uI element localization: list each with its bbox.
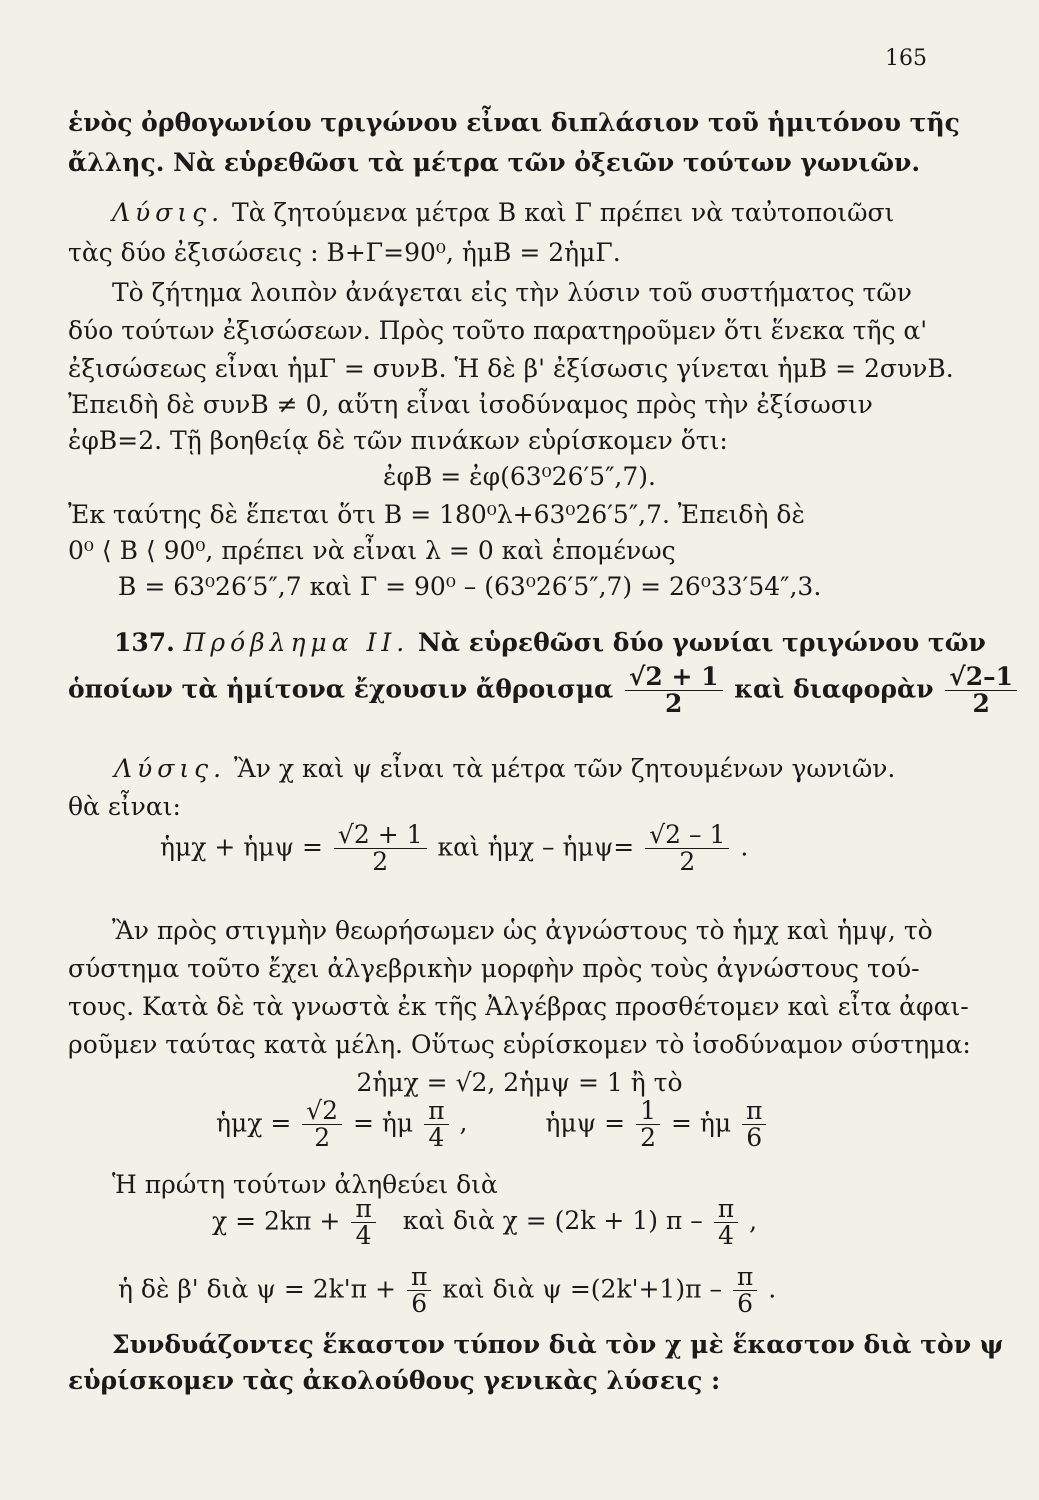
text: Ἂν χ καὶ ψ εἶναι τὰ μέτρα τῶν ζητουμένων γωνιῶν. xyxy=(234,754,896,783)
fraction xyxy=(407,1264,431,1318)
fraction xyxy=(945,664,1017,718)
solution1-equation: ἐφΒ = ἐφ(63⁰26′5″,7). xyxy=(383,462,656,491)
numerator: π xyxy=(407,1264,431,1291)
numerator: √2 + 1 xyxy=(334,822,427,849)
numerator: √2 + 1 xyxy=(625,664,723,691)
fraction xyxy=(645,822,729,876)
fraction xyxy=(302,1098,342,1152)
solution1-line-9: Ἐκ ταύτης δὲ ἕπεται ὅτι Β = 180⁰λ+63⁰26′5″,7. Ἐπειδὴ δὲ xyxy=(68,500,805,529)
fraction xyxy=(714,1196,738,1250)
denominator: 2 xyxy=(665,689,683,719)
solution1-line-11: Β = 63⁰26′5″,7 καὶ Γ = 90⁰ – (63⁰26′5″,7) = 26⁰33′54″,3. xyxy=(118,572,822,601)
fraction xyxy=(625,664,723,718)
text: . xyxy=(768,1274,777,1304)
denominator: 4 xyxy=(718,1221,734,1251)
paragraph-line-2: σύστημα τοῦτο ἔχει ἀλγεβρικὴν μορφὴν πρὸς τοὺς ἀγνώστους τού- xyxy=(68,954,920,983)
heading-line-2: ἄλλης. Νὰ εὑρεθῶσι τὰ μέτρα τῶν ὀξειῶν τούτων γωνιῶν. xyxy=(68,148,921,177)
numerator: √2 – 1 xyxy=(645,822,729,849)
heading-line-1: ἑνὸς ὀρθογωνίου τριγώνου εἶναι διπλάσιον τοῦ ἡμιτόνου τῆς xyxy=(68,108,960,137)
denominator: 2 xyxy=(372,847,389,877)
text: , xyxy=(459,1108,468,1138)
denominator: 6 xyxy=(746,1123,763,1153)
equation-y-solutions xyxy=(118,1264,776,1318)
numerator: π xyxy=(351,1196,375,1223)
equation-system-3 xyxy=(216,1098,769,1152)
fraction xyxy=(334,822,427,876)
numerator: √2–1 xyxy=(945,664,1017,691)
equation-system-2: 2ἡμχ = √2, 2ἡμψ = 1 ἢ τὸ xyxy=(356,1068,683,1097)
solution-label: Λύσις. xyxy=(114,754,227,783)
text: Τὰ ζητούμενα μέτρα Β καὶ Γ πρέπει νὰ ταὐτοποιῶσι xyxy=(232,198,895,227)
text: , xyxy=(749,1206,758,1236)
numerator: 1 xyxy=(636,1098,660,1125)
denominator: 2 xyxy=(972,689,990,719)
text: χ = 2kπ + xyxy=(212,1206,341,1236)
problem-label: Πρόβλημα ΙΙ. xyxy=(183,628,410,657)
solution1-line-5: ἐξισώσεως εἶναι ἡμΓ = συνΒ. Ἡ δὲ β' ἐξίσωσις γίνεται ἡμΒ = 2συνΒ. xyxy=(68,354,954,383)
solution1-line-7: ἐφΒ=2. Τῇ βοηθείᾳ δὲ τῶν πινάκων εὑρίσκομεν ὅτι: xyxy=(68,426,728,455)
text: . xyxy=(740,832,749,862)
text: Νὰ εὑρεθῶσι δύο γωνίαι τριγώνου τῶν xyxy=(417,628,986,657)
denominator: 6 xyxy=(737,1289,754,1319)
text: καὶ ἡμχ – ἡμψ= xyxy=(437,832,635,862)
problem-number: 137. xyxy=(114,628,175,657)
text: ὁποίων τὰ ἡμίτονα ἔχουσιν ἄθροισμα xyxy=(68,674,614,704)
numerator: √2 xyxy=(302,1098,342,1125)
text: = ἡμ xyxy=(670,1108,732,1138)
text: καὶ διὰ ψ =(2k'+1)π – xyxy=(442,1274,722,1304)
fraction xyxy=(351,1196,375,1250)
equation-x-solutions xyxy=(212,1196,757,1250)
conclusion-line-1: Συνδυάζοντες ἕκαστον τύπον διὰ τὸν χ μὲ ἕκαστον διὰ τὸν ψ xyxy=(112,1330,1004,1359)
problem-137-line-2 xyxy=(68,662,1014,719)
text: καὶ διαφορὰν xyxy=(734,674,934,704)
text: ἡμχ = xyxy=(216,1108,292,1138)
numerator: π xyxy=(742,1098,766,1125)
solution1-line-1 xyxy=(112,196,931,230)
solution1-line-2: τὰς δύο ἐξισώσεις : Β+Γ=90⁰, ἡμΒ = 2ἡμΓ. xyxy=(68,238,621,267)
page-number: 165 xyxy=(885,46,927,71)
text: = ἡμ xyxy=(353,1108,414,1138)
paragraph-line-4: ροῦμεν ταύτας κατὰ μέλη. Οὕτως εὑρίσκομεν τὸ ἰσοδύναμον σύστημα: xyxy=(68,1030,971,1059)
solution-label: Λύσις. xyxy=(112,198,225,227)
numerator: π xyxy=(424,1098,448,1125)
solution2-first-line: Ἡ πρώτη τούτων ἀληθεύει διὰ xyxy=(112,1170,498,1199)
denominator: 4 xyxy=(355,1221,372,1251)
fraction xyxy=(424,1098,448,1152)
problem-137-line-1 xyxy=(114,626,986,660)
denominator: 4 xyxy=(428,1123,445,1153)
solution1-line-4: δύο τούτων ἐξισώσεων. Πρὸς τοῦτο παρατηροῦμεν ὅτι ἕνεκα τῆς α' xyxy=(68,316,928,345)
text: ἡμψ = xyxy=(545,1108,626,1138)
text: καὶ διὰ χ = (2k + 1) π – xyxy=(402,1206,703,1236)
denominator: 2 xyxy=(314,1123,331,1153)
denominator: 2 xyxy=(679,847,696,877)
fraction xyxy=(636,1098,660,1152)
solution2-line-1 xyxy=(114,752,931,786)
solution2-line-2: θὰ εἶναι: xyxy=(68,792,181,821)
text: ἡμχ + ἡμψ = xyxy=(160,832,323,862)
paragraph-line-3: τους. Κατὰ δὲ τὰ γνωστὰ ἐκ τῆς Ἀλγέβρας προσθέτομεν καὶ εἶτα ἀφαι- xyxy=(68,992,969,1021)
solution1-line-10: 0⁰ ⟨ Β ⟨ 90⁰, πρέπει νὰ εἶναι λ = 0 καὶ ἑπομένως xyxy=(68,536,676,565)
numerator: π xyxy=(733,1264,757,1291)
numerator: π xyxy=(714,1196,738,1223)
paragraph-line-1: Ἂν πρὸς στιγμὴν θεωρήσωμεν ὡς ἀγνώστους τὸ ἡμχ καὶ ἡμψ, τὸ xyxy=(112,916,933,945)
denominator: 2 xyxy=(640,1123,656,1153)
denominator: 6 xyxy=(411,1289,428,1319)
solution1-line-3: Τὸ ζήτημα λοιπὸν ἀνάγεται εἰς τὴν λύσιν τοῦ συστήματος τῶν xyxy=(112,278,912,307)
solution1-line-6: Ἐπειδὴ δὲ συνΒ ≠ 0, αὕτη εἶναι ἰσοδύναμος πρὸς τὴν ἐξίσωσιν xyxy=(68,390,873,419)
fraction xyxy=(742,1098,766,1152)
fraction xyxy=(733,1264,757,1318)
conclusion-line-2: εὑρίσκομεν τὰς ἀκολούθους γενικὰς λύσεις : xyxy=(68,1366,721,1395)
text: ἡ δὲ β' διὰ ψ = 2k'π + xyxy=(118,1274,396,1304)
equation-system-1 xyxy=(160,822,748,876)
